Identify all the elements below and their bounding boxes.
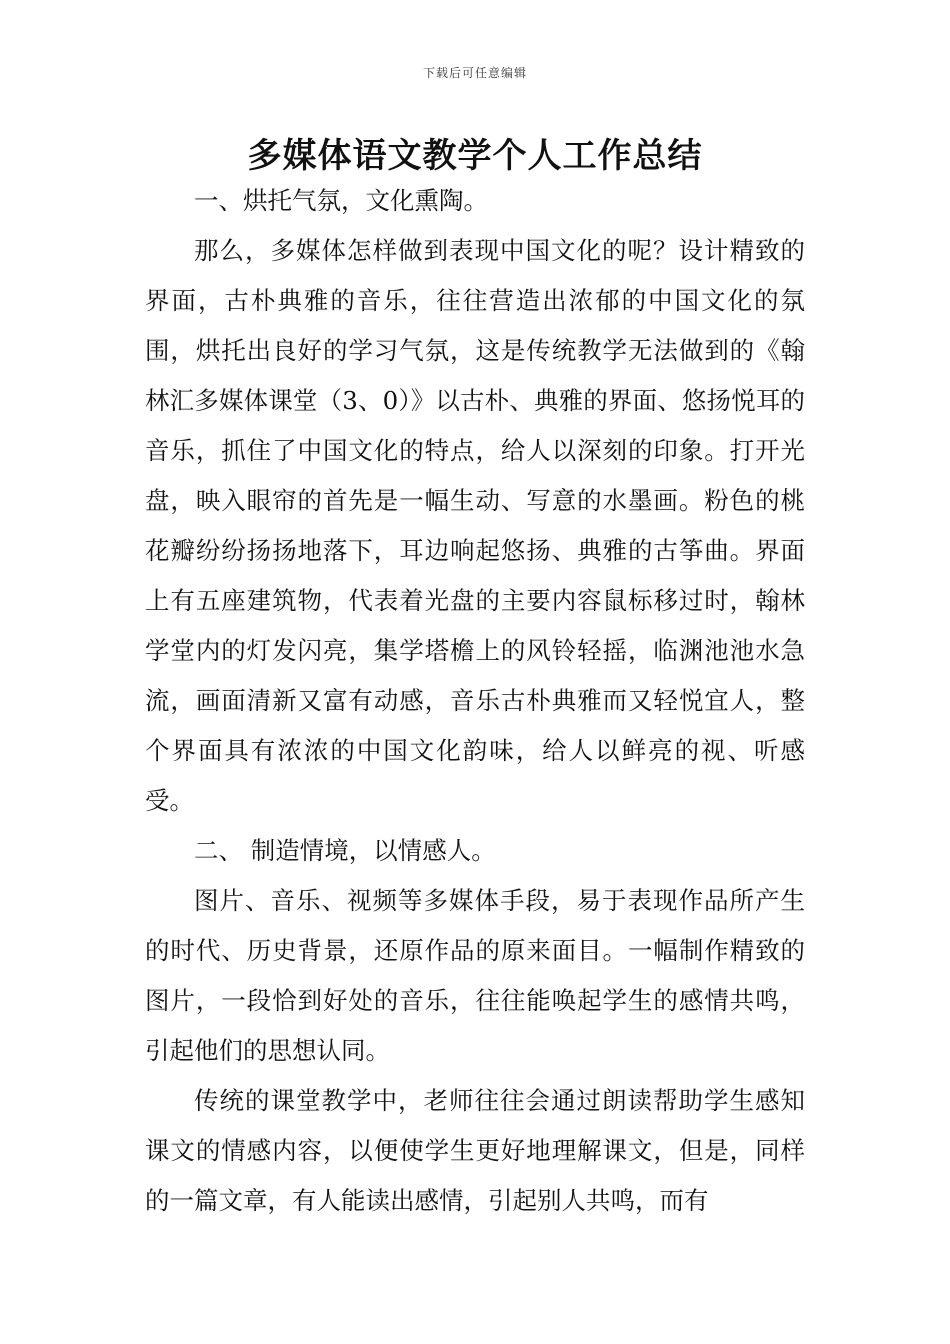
document-body	[145, 176, 805, 1226]
document-title: 多媒体语文教学个人工作总结	[247, 136, 703, 176]
section-1-paragraph: 那么，多媒体怎样做到表现中国文化的呢？设计精致的界面，古朴典雅的音乐，往往营造出浓郁的中国文化的氛围，烘托出良好的学习气氛，这是传统教学无法做到的《翰林汇多媒体课堂（3、0）》以古朴、典雅的界面、悠扬悦耳的音乐，抓住了中国文化的特点，给人以深刻的印象。打开光盘，映入眼帘的首先是一幅生动、写意的水墨画。粉色的桃花瓣纷纷扬扬地落下，耳边响起悠扬、典雅的古筝曲。界面上有五座建筑物，代表着光盘的主要内容鼠标移过时，翰林学堂内的灯发闪亮，集学塔檐上的风铃轻摇，临渊池池水急流，画面清新又富有动感，音乐古朴典雅而又轻悦宜人，整个界面具有浓浓的中国文化韵味，给人以鲜亮的视、听感受。	[145, 236, 805, 815]
section-2-paragraph-2: 传统的课堂教学中，老师往往会通过朗读帮助学生感知课文的情感内容，以便使学生更好地理解课文，但是，同样的一篇文章，有人能读出感情，引起别人共鸣，而有	[145, 1086, 805, 1215]
section-2-heading: 二、 制造情境，以情感人。	[194, 836, 496, 865]
section-2-paragraph-1: 图片、音乐、视频等多媒体手段，易于表现作品所产生的时代、历史背景，还原作品的原来面目。一幅制作精致的图片，一段恰到好处的音乐，往往能唤起学生的感情共鸣，引起他们的思想认同。	[145, 886, 805, 1065]
section-1-heading: 一、烘托气氛，文化熏陶。	[194, 186, 488, 215]
page-header-note: 下载后可任意编辑	[422, 66, 527, 80]
